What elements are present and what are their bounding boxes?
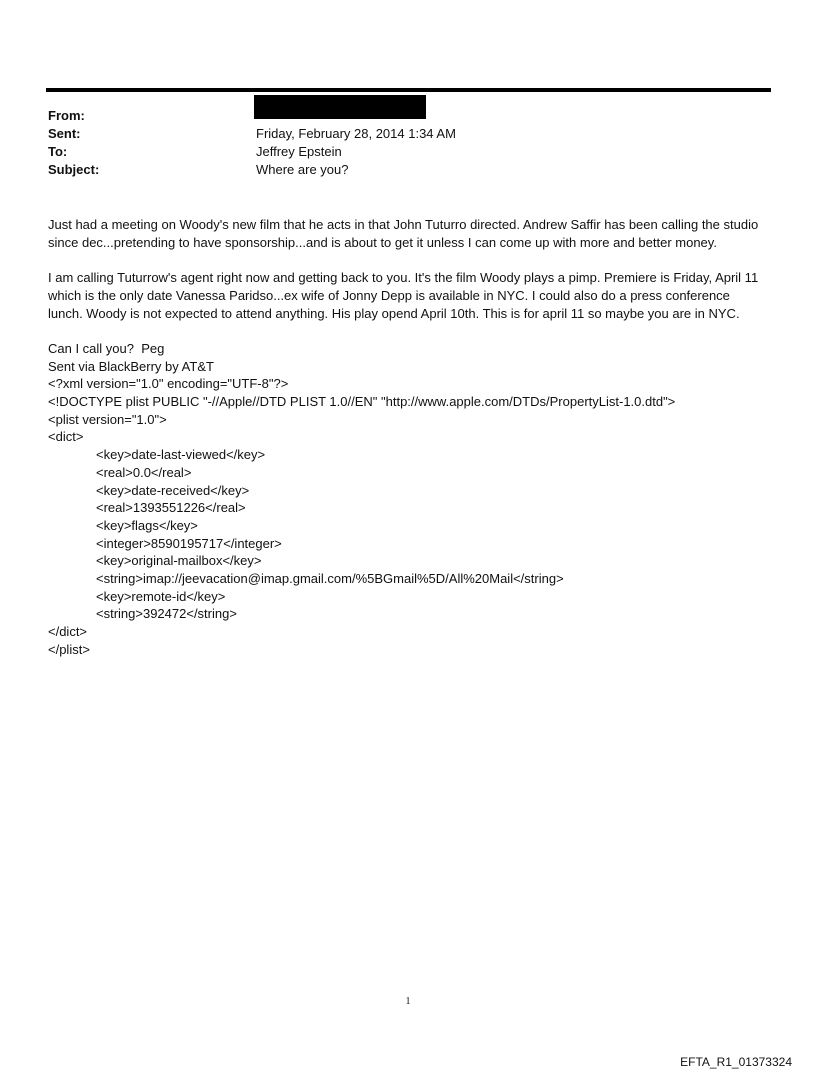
plist-line: <real>0.0</real>: [96, 464, 192, 480]
plist-line: <key>date-received</key>: [96, 482, 250, 498]
plist-line: <string>392472</string>: [96, 606, 237, 622]
page-number: 1: [405, 996, 411, 1007]
sent-value: Friday, February 28, 2014 1:34 AM: [256, 126, 456, 141]
plist-line: <real>1393551226</real>: [96, 500, 246, 516]
xml-line: <?xml version="1.0" encoding="UTF-8"?>: [48, 376, 289, 392]
body-paragraph-1: Just had a meeting on Woody's new film that he acts in that John Tuturro directed. Andrew Saffir has been calling the studio since dec...pretending to have sponsorship...and is about to get it unless I can come up with more and better money.: [48, 217, 759, 250]
xml-line: <dict>: [48, 429, 84, 445]
xml-end-line: </plist>: [48, 641, 90, 657]
plist-line: <key>remote-id</key>: [96, 588, 226, 604]
plist-line: <key>date-last-viewed</key>: [96, 447, 266, 463]
document-id: EFTA_R1_01373324: [680, 1055, 792, 1069]
redaction-block: [254, 95, 426, 119]
closing-line: Can I call you? Peg: [48, 340, 165, 356]
xml-end-line: </dict>: [48, 624, 88, 640]
to-label: To:: [48, 144, 68, 159]
to-value: Jeffrey Epstein: [256, 144, 342, 159]
plist-line: <integer>8590195717</integer>: [96, 535, 282, 551]
xml-line: <plist version="1.0">: [48, 411, 167, 427]
plist-line: <key>flags</key>: [96, 517, 198, 533]
closing-line: Sent via BlackBerry by AT&T: [48, 358, 214, 374]
subject-label: Subject:: [48, 162, 100, 177]
body-paragraph-2: I am calling Tuturrow's agent right now and getting back to you. It's the film Woody plays a pimp. Premiere is Friday, April 11 which is the only date Vanessa Paridso...ex wife of Jonny Depp is available in NYC. I could also do a press conference lunch. Woody is not expected to attend anything. His play opend April 10th. This is for april 11 so maybe you are in NYC.: [48, 270, 759, 321]
header-divider: [46, 88, 771, 92]
email-body: [48, 216, 760, 659]
xml-line: <!DOCTYPE plist PUBLIC "-//Apple//DTD PLIST 1.0//EN" "http://www.apple.com/DTDs/PropertyList-1.0.dtd">: [48, 394, 676, 409]
from-label: From:: [48, 108, 85, 123]
sent-label: Sent:: [48, 126, 81, 141]
subject-value: Where are you?: [256, 162, 349, 177]
plist-line: <key>original-mailbox</key>: [96, 553, 262, 569]
plist-line: <string>imap://jeevacation@imap.gmail.com/%5BGmail%5D/All%20Mail</string>: [96, 571, 564, 587]
